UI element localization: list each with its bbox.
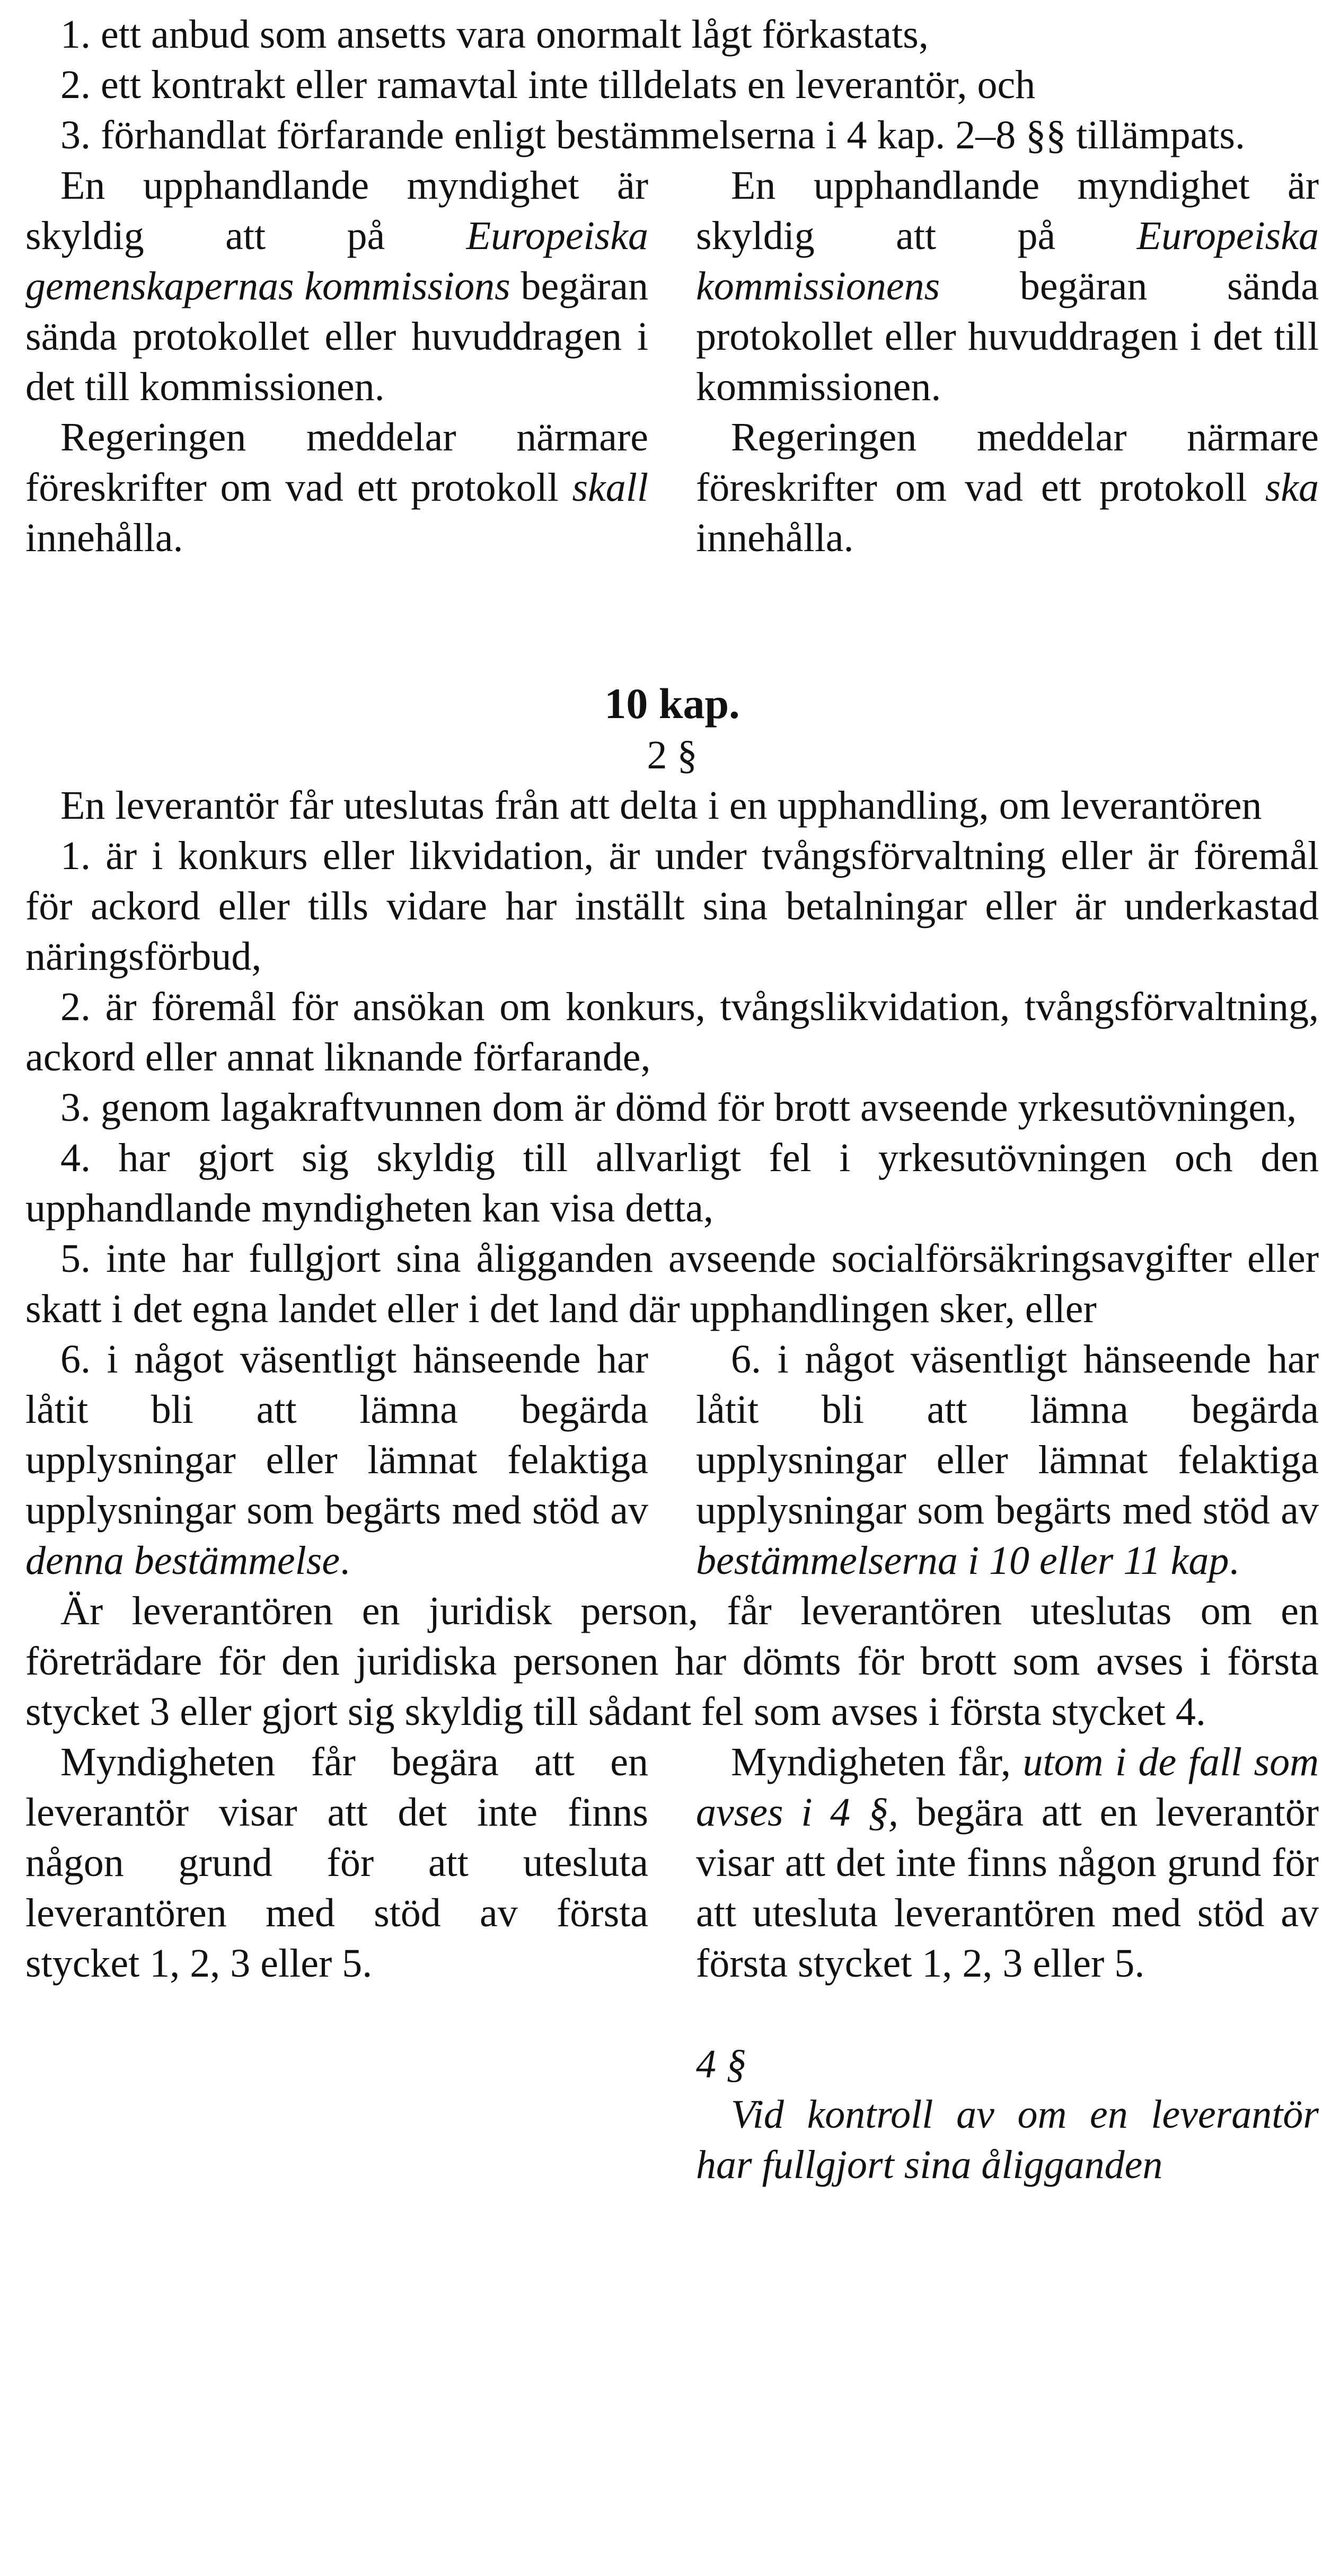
right-column-text: Myndigheten får, utom i de fall som avses i 4 §, begära att en leverantör visar att det inte finns någon grund för att utesluta leverantören med stöd av första stycket 1, 2, 3 eller 5. (696, 1740, 1319, 1986)
list-item: 3. genom lagakraftvunnen dom är dömd för brott avseende yrkesutövningen, (60, 1085, 1297, 1130)
list-item: 1. är i konkurs eller likvidation, är under tvångsförvaltning eller är föremål för ackord eller tills vidare har inställt sina betalningar eller är underkastad näringsförbud, (25, 834, 1319, 979)
right-column-text: Regeringen meddelar närmare föreskrifter om vad ett protokoll ska innehålla. (696, 415, 1319, 560)
juridisk-paragraph: Är leverantören en juridisk person, får leverantören uteslutas om en företrädare för den juridiska personen har dömts för brott som avses i första stycket 3 eller gjort sig skyldig till sådant fel som avses i första stycket 4. (25, 1589, 1319, 1734)
left-column-text: En upphandlande myndighet är skyldig att på Europeiska gemenskapernas kommissions begäran sända protokollet eller huvuddragen i det till kommissionen. (25, 163, 648, 409)
list-item-2: 2. ett kontrakt eller ramavtal inte tilldelats en leverantör, och (60, 63, 1036, 107)
comparison-block-item6 (25, 1334, 1319, 1586)
comparison-block-1 (25, 161, 1319, 412)
comparison-block-3 (25, 1737, 1319, 1989)
left-column-text: 6. i något väsentligt hänseende har låtit bli att lämna begärda upplysningar eller lämnat felaktiga upplysningar som begärts med stöd av denna bestämmelse. (25, 1337, 648, 1583)
new-section-block (25, 2039, 1319, 2190)
section-4-heading: 4 § (696, 2042, 746, 2086)
list-item-3: 3. förhandlat förfarande enligt bestämmelserna i 4 kap. 2–8 §§ tillämpats. (60, 113, 1245, 157)
section-heading: 2 § (647, 733, 698, 777)
intro-paragraph: En leverantör får uteslutas från att delta i en upphandling, om leverantören (60, 783, 1262, 828)
list-item: 5. inte har fullgjort sina åligganden avseende socialförsäkringsavgifter eller skatt i det egna landet eller i det land där upphandlingen sker, eller (25, 1236, 1319, 1331)
list-item-1: 1. ett anbud som ansetts vara onormalt lågt förkastats, (60, 12, 929, 57)
left-column-text: Regeringen meddelar närmare föreskrifter om vad ett protokoll skall innehålla. (25, 415, 648, 560)
comparison-block-2 (25, 412, 1319, 563)
right-column-text: 6. i något väsentligt hänseende har låtit bli att lämna begärda upplysningar eller lämnat felaktiga upplysningar som begärts med stöd av bestämmelserna i 10 eller 11 kap. (696, 1337, 1319, 1583)
document-page (25, 10, 1319, 2190)
left-column-text: Myndigheten får begära att en leverantör visar att det inte finns någon grund för att utesluta leverantören med stöd av första stycket 1, 2, 3 eller 5. (25, 1740, 648, 1986)
right-column-text: En upphandlande myndighet är skyldig att på Europeiska kommissionens begäran sända protokollet eller huvuddragen i det till kommissionen. (696, 163, 1319, 409)
list-item: 2. är föremål för ansökan om konkurs, tvångslikvidation, tvångsförvaltning, ackord eller annat liknande förfarande, (25, 985, 1319, 1079)
chapter-heading: 10 kap. (604, 679, 740, 728)
list-item: 4. har gjort sig skyldig till allvarligt fel i yrkesutövningen och den upphandlande myndigheten kan visa detta, (25, 1136, 1319, 1231)
section-4-text: Vid kontroll av om en leverantör har fullgjort sina åligganden (696, 2092, 1319, 2187)
